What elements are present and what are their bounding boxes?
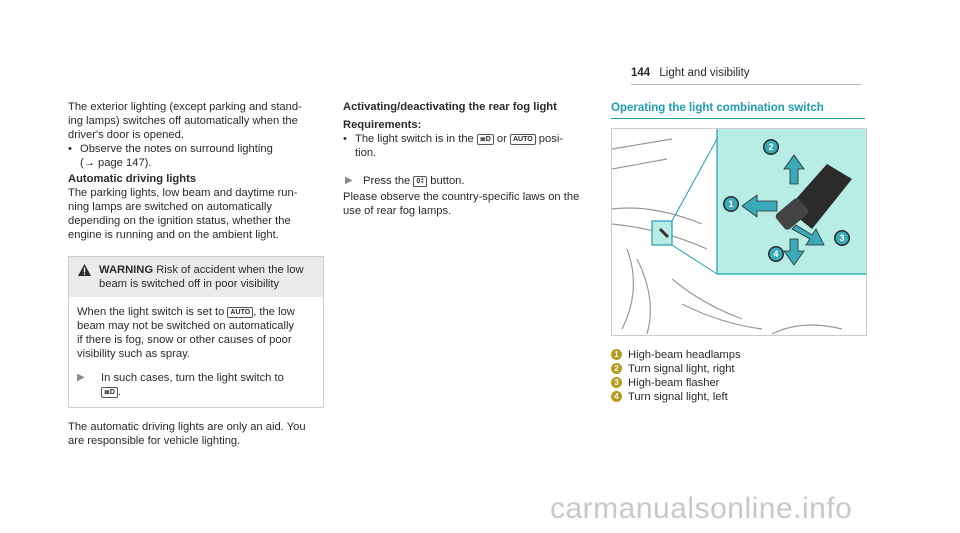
page-number: 144	[631, 67, 651, 79]
fog-note	[343, 190, 593, 218]
note-line: use of rear fog lamps.	[343, 205, 452, 217]
warning-head-line: Risk of accident when the low	[156, 264, 304, 276]
svg-text:4: 4	[773, 249, 779, 259]
callout-number: 2	[611, 363, 622, 374]
req-text: The light switch is in the	[355, 133, 474, 145]
warning-label: WARNING	[99, 264, 154, 276]
auto-line: depending on the ignition status, whether the	[68, 215, 291, 227]
section-title: Light and visibility	[659, 67, 750, 79]
switch-heading: Operating the light combination switch	[611, 102, 824, 114]
lowbeam-symbol-icon: ≣D	[101, 387, 118, 398]
legend-label: Turn signal light, left	[628, 391, 728, 403]
auto-symbol-icon: AUTO	[227, 307, 253, 318]
warning-box	[68, 256, 324, 408]
auto-lights-heading: Automatic driving lights	[68, 173, 197, 185]
legend-list	[611, 348, 741, 404]
auto-line: engine is running and on the ambient light.	[68, 229, 279, 241]
watermark: carmanualsonline.info	[550, 492, 853, 525]
page-reference-link[interactable]: (→ page 147).	[80, 157, 152, 169]
legend-label: High-beam headlamps	[628, 349, 741, 361]
column-2	[343, 100, 593, 218]
auto-lights-paragraph	[68, 186, 324, 242]
req-text: tion.	[355, 147, 377, 159]
svg-text:3: 3	[839, 233, 845, 243]
press-step	[343, 174, 593, 188]
intro-line: driver's door is opened.	[68, 129, 184, 141]
footer-line: are responsible for vehicle lighting.	[68, 435, 241, 447]
step-arrow-icon: ▶	[345, 175, 353, 186]
callout-number: 3	[611, 377, 622, 388]
legend-label: High-beam flasher	[628, 377, 720, 389]
fog-light-button-icon: 0‡	[413, 176, 427, 187]
intro-line: ing lamps) switches off automatically when the	[68, 115, 298, 127]
callout-number: 1	[611, 349, 622, 360]
intro-paragraph	[68, 100, 324, 142]
switch-illustration	[611, 128, 867, 336]
footer-paragraph	[68, 420, 324, 448]
legend-label: Turn signal light, right	[628, 363, 735, 375]
page-header	[631, 66, 750, 80]
svg-text:2: 2	[768, 142, 774, 152]
auto-line: ning lamps are switched on automatically	[68, 201, 272, 213]
warning-line: , the low	[253, 306, 295, 318]
warning-triangle-icon	[78, 264, 91, 276]
bullet-line: Observe the notes on surround lighting	[80, 143, 273, 155]
req-text: posi-	[538, 133, 564, 145]
warning-header	[69, 257, 323, 297]
requirements-label: Requirements:	[343, 119, 422, 131]
footer-line: The automatic driving lights are only an aid. You	[68, 421, 306, 433]
step-arrow-icon: ▶	[77, 372, 85, 383]
header-rule	[631, 84, 861, 85]
svg-text:1: 1	[728, 199, 734, 209]
req-text: or	[496, 133, 507, 145]
legend-item	[611, 376, 741, 390]
warning-line: When the light switch is set to	[77, 306, 225, 318]
auto-symbol-icon: AUTO	[510, 134, 536, 145]
column-1	[68, 100, 324, 448]
bullet-surround-lighting	[68, 142, 324, 170]
warning-body	[69, 297, 323, 407]
warning-line: visibility such as spray.	[77, 348, 190, 360]
lowbeam-symbol-icon: ≣D	[477, 134, 494, 145]
warning-step-line: .	[117, 386, 122, 398]
requirement-item	[343, 132, 593, 160]
warning-head-line: beam is switched off in poor visibility	[99, 278, 280, 290]
warning-line: beam may not be switched on automatically	[77, 320, 295, 332]
callout-number: 4	[611, 391, 622, 402]
steering-column-drawing	[612, 129, 866, 335]
heading-rule	[611, 118, 865, 119]
bullet-dot: •	[343, 133, 347, 145]
press-text: Press the	[363, 175, 411, 187]
legend-item	[611, 348, 741, 362]
note-line: Please observe the country-specific laws on the	[343, 191, 580, 203]
warning-line: if there is fog, snow or other causes of poor	[77, 334, 292, 346]
warning-step-line: In such cases, turn the light switch to	[101, 372, 284, 384]
legend-item	[611, 390, 741, 404]
bullet-dot: •	[68, 143, 72, 155]
legend-item	[611, 362, 741, 376]
warning-step	[77, 371, 315, 399]
press-text: button.	[430, 175, 465, 187]
intro-line: The exterior lighting (except parking and stand-	[68, 101, 302, 113]
auto-line: The parking lights, low beam and daytime run-	[68, 187, 298, 199]
fog-light-heading: Activating/deactivating the rear fog light	[343, 101, 557, 113]
